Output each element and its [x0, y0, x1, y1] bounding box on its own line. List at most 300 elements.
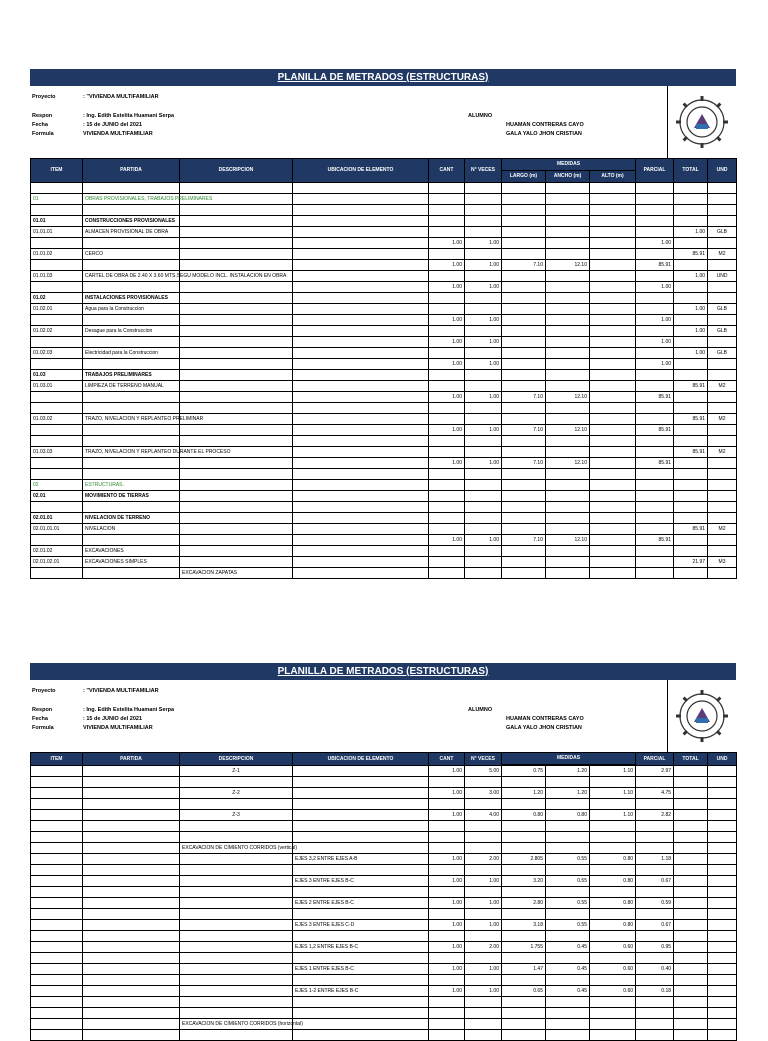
cell-und	[708, 843, 737, 854]
table-row	[31, 502, 737, 513]
cell-veces	[465, 799, 502, 810]
cell-ancho	[546, 931, 590, 942]
cell-parcial	[636, 216, 674, 227]
cell-total	[674, 403, 708, 414]
cell-und	[708, 260, 737, 271]
cell-alto: 0.80	[590, 920, 636, 931]
cell-item	[31, 1030, 83, 1041]
cell-largo	[502, 238, 546, 249]
cell-veces	[465, 513, 502, 524]
cell-ubic	[293, 381, 429, 392]
cell-ancho	[546, 777, 590, 788]
col-und: UND	[708, 159, 737, 183]
cell-total: 85.91	[674, 447, 708, 458]
cell-cant	[429, 887, 465, 898]
cell-veces: 1.00	[465, 315, 502, 326]
cell-largo	[502, 491, 546, 502]
cell-cant	[429, 953, 465, 964]
cell-item	[31, 436, 83, 447]
cell-ancho: 1.20	[546, 766, 590, 777]
cell-largo: 0.75	[502, 766, 546, 777]
cell-partida	[83, 1019, 180, 1030]
cell-parcial	[636, 447, 674, 458]
col-item: ITEM	[31, 753, 83, 766]
cell-desc	[180, 887, 293, 898]
cell-desc	[180, 216, 293, 227]
cell-ancho	[546, 546, 590, 557]
cell-partida: MOVIMIENTO DE TIERRAS	[83, 491, 180, 502]
cell-alto: 1.10	[590, 810, 636, 821]
cell-partida	[83, 337, 180, 348]
table-row	[31, 293, 737, 304]
cell-item: 01	[31, 194, 83, 205]
cell-largo	[502, 975, 546, 986]
cell-largo: 7.10	[502, 458, 546, 469]
cell-und	[708, 1008, 737, 1019]
cell-parcial	[636, 381, 674, 392]
col-parcial: PARCIAL	[636, 753, 674, 766]
cell-parcial	[636, 403, 674, 414]
cell-desc	[180, 260, 293, 271]
cell-item	[31, 887, 83, 898]
cell-alto	[590, 315, 636, 326]
cell-ubic	[293, 810, 429, 821]
cell-und	[708, 854, 737, 865]
cell-largo	[502, 205, 546, 216]
cell-cant	[429, 216, 465, 227]
cell-item	[31, 502, 83, 513]
cell-und	[708, 480, 737, 491]
cell-cant	[429, 304, 465, 315]
cell-ancho: 12.10	[546, 392, 590, 403]
cell-partida	[83, 436, 180, 447]
cell-ubic	[293, 436, 429, 447]
cell-partida	[83, 359, 180, 370]
cell-largo	[502, 326, 546, 337]
cell-veces	[465, 469, 502, 480]
cell-veces	[465, 480, 502, 491]
cell-parcial	[636, 1008, 674, 1019]
cell-veces	[465, 909, 502, 920]
table-row	[31, 1030, 737, 1041]
cell-parcial	[636, 249, 674, 260]
cell-largo	[502, 381, 546, 392]
cell-desc	[180, 799, 293, 810]
cell-ubic	[293, 315, 429, 326]
cell-item: 01.03.03	[31, 447, 83, 458]
metrados-table-2	[30, 752, 737, 1041]
cell-total	[674, 854, 708, 865]
cell-und	[708, 491, 737, 502]
cell-partida: NIVELACION DE TERRENO	[83, 513, 180, 524]
cell-veces: 1.00	[465, 898, 502, 909]
cell-item	[31, 986, 83, 997]
cell-alto	[590, 832, 636, 843]
cell-alto	[590, 370, 636, 381]
cell-desc	[180, 876, 293, 887]
cell-ubic	[293, 557, 429, 568]
cell-ubic	[293, 392, 429, 403]
cell-item	[31, 997, 83, 1008]
cell-ancho	[546, 238, 590, 249]
cell-total	[674, 832, 708, 843]
cell-und	[708, 293, 737, 304]
table-row	[31, 909, 737, 920]
cell-cant	[429, 491, 465, 502]
cell-partida	[83, 1030, 180, 1041]
cell-und	[708, 788, 737, 799]
cell-alto: 0.80	[590, 876, 636, 887]
cell-ancho	[546, 843, 590, 854]
cell-total	[674, 942, 708, 953]
cell-parcial	[636, 480, 674, 491]
cell-veces	[465, 271, 502, 282]
cell-desc	[180, 1008, 293, 1019]
cell-cant	[429, 799, 465, 810]
cell-partida	[83, 832, 180, 843]
cell-veces	[465, 183, 502, 194]
cell-veces: 3.00	[465, 788, 502, 799]
cell-und	[708, 876, 737, 887]
cell-ubic: EJES 3,2 ENTRE EJES A-B	[293, 854, 429, 865]
cell-ubic: EJES 1 ENTRE EJES B-C	[293, 964, 429, 975]
table-row	[31, 315, 737, 326]
cell-parcial: 2.82	[636, 810, 674, 821]
cell-cant: 1.00	[429, 920, 465, 931]
cell-desc	[180, 370, 293, 381]
cell-item	[31, 898, 83, 909]
table-row	[31, 436, 737, 447]
cell-total: 1.00	[674, 271, 708, 282]
cell-ubic	[293, 370, 429, 381]
sheet-title: PLANILLA DE METRADOS (ESTRUCTURAS)	[30, 663, 736, 680]
cell-alto	[590, 1019, 636, 1030]
cell-veces	[465, 557, 502, 568]
cell-item	[31, 799, 83, 810]
cell-parcial	[636, 909, 674, 920]
cell-ubic	[293, 821, 429, 832]
cell-ubic: EJES 1-2 ENTRE EJES B-C	[293, 986, 429, 997]
col-partida: PARTIDA	[83, 159, 180, 183]
cell-desc	[180, 304, 293, 315]
table-row	[31, 821, 737, 832]
cell-desc: EXCAVACION DE CIMIENTO CORRIDOS (vertical)	[180, 843, 293, 854]
cell-item	[31, 260, 83, 271]
cell-alto	[590, 557, 636, 568]
cell-partida	[83, 964, 180, 975]
alumno-label: ALUMNO	[468, 707, 493, 713]
cell-ancho	[546, 997, 590, 1008]
cell-partida: NIVELACION	[83, 524, 180, 535]
sheet-header	[30, 680, 736, 752]
cell-cant	[429, 1008, 465, 1019]
cell-cant	[429, 183, 465, 194]
cell-ancho	[546, 502, 590, 513]
formula-label: Formula	[32, 725, 54, 731]
cell-partida	[83, 392, 180, 403]
cell-item	[31, 766, 83, 777]
cell-item	[31, 821, 83, 832]
cell-ubic	[293, 568, 429, 579]
cell-largo	[502, 799, 546, 810]
table-row	[31, 249, 737, 260]
cell-desc	[180, 931, 293, 942]
cell-ubic	[293, 216, 429, 227]
cell-parcial: 85.91	[636, 458, 674, 469]
cell-parcial: 0.59	[636, 898, 674, 909]
cell-veces	[465, 832, 502, 843]
cell-largo	[502, 953, 546, 964]
cell-desc	[180, 425, 293, 436]
cell-largo	[502, 843, 546, 854]
cell-largo	[502, 282, 546, 293]
col-partida: PARTIDA	[83, 753, 180, 766]
cell-ubic: EJES 3 ENTRE EJES B-C	[293, 876, 429, 887]
cell-partida: CARTEL DE OBRA DE 2.40 X 3.60 MTS.SEGU MODELO INCL. INSTALACION EN OBRA	[83, 271, 180, 282]
cell-veces: 2.00	[465, 942, 502, 953]
cell-largo	[502, 348, 546, 359]
cell-veces: 5.00	[465, 766, 502, 777]
cell-cant	[429, 557, 465, 568]
cell-parcial: 1.00	[636, 337, 674, 348]
cell-cant	[429, 777, 465, 788]
cell-parcial	[636, 799, 674, 810]
cell-veces	[465, 194, 502, 205]
cell-item	[31, 392, 83, 403]
cell-alto	[590, 227, 636, 238]
cell-und	[708, 337, 737, 348]
cell-partida	[83, 953, 180, 964]
table-row	[31, 975, 737, 986]
cell-desc	[180, 909, 293, 920]
respon-value: : Ing. Edith Estelita Huamani Serpa	[83, 113, 175, 119]
cell-ancho	[546, 271, 590, 282]
col-cant: CANT	[429, 753, 465, 766]
cell-alto: 0.80	[590, 898, 636, 909]
cell-cant: 1.00	[429, 260, 465, 271]
cell-cant	[429, 370, 465, 381]
cell-item: 02.01.02	[31, 546, 83, 557]
cell-alto: 0.60	[590, 986, 636, 997]
cell-und: M2	[708, 447, 737, 458]
cell-largo	[502, 513, 546, 524]
table-row	[31, 876, 737, 887]
cell-ubic	[293, 260, 429, 271]
table-row	[31, 865, 737, 876]
cell-total	[674, 205, 708, 216]
cell-und	[708, 425, 737, 436]
cell-alto	[590, 843, 636, 854]
cell-item	[31, 975, 83, 986]
cell-veces	[465, 381, 502, 392]
cell-und	[708, 469, 737, 480]
cell-item: 01.02.01	[31, 304, 83, 315]
cell-cant	[429, 997, 465, 1008]
cell-partida	[83, 821, 180, 832]
cell-veces	[465, 348, 502, 359]
cell-item	[31, 425, 83, 436]
cell-ubic	[293, 766, 429, 777]
cell-veces: 1.00	[465, 986, 502, 997]
cell-total	[674, 898, 708, 909]
cell-item	[31, 359, 83, 370]
cell-partida	[83, 469, 180, 480]
cell-item	[31, 183, 83, 194]
cell-cant: 1.00	[429, 359, 465, 370]
cell-parcial	[636, 227, 674, 238]
cell-partida: INSTALACIONES PROVISIONALES	[83, 293, 180, 304]
cell-und	[708, 502, 737, 513]
cell-veces	[465, 1008, 502, 1019]
cell-desc	[180, 524, 293, 535]
cell-veces: 1.00	[465, 337, 502, 348]
cell-partida: Electricidad para la Construccion	[83, 348, 180, 359]
cell-total	[674, 821, 708, 832]
cell-largo	[502, 931, 546, 942]
cell-ubic: EJES 1,2 ENTRE EJES B-C	[293, 942, 429, 953]
cell-desc	[180, 337, 293, 348]
cell-partida: ESTRUCTURAS.	[83, 480, 180, 491]
table-row	[31, 887, 737, 898]
cell-cant	[429, 326, 465, 337]
cell-parcial: 1.00	[636, 282, 674, 293]
cell-und	[708, 568, 737, 579]
cell-item: 01.01.03	[31, 271, 83, 282]
col-parcial: PARCIAL	[636, 159, 674, 183]
cell-ubic	[293, 293, 429, 304]
cell-desc	[180, 1030, 293, 1041]
cell-ancho	[546, 524, 590, 535]
cell-cant	[429, 865, 465, 876]
cell-item	[31, 810, 83, 821]
cell-alto	[590, 502, 636, 513]
cell-desc	[180, 249, 293, 260]
cell-desc	[180, 986, 293, 997]
cell-und	[708, 909, 737, 920]
cell-parcial	[636, 931, 674, 942]
table-1-body	[31, 183, 737, 579]
cell-item	[31, 337, 83, 348]
cell-alto	[590, 975, 636, 986]
cell-desc: EXCAVACION ZAPATAS	[180, 568, 293, 579]
cell-parcial: 1.00	[636, 359, 674, 370]
table-row	[31, 381, 737, 392]
cell-parcial	[636, 304, 674, 315]
cell-item	[31, 403, 83, 414]
cell-alto	[590, 491, 636, 502]
cell-und	[708, 865, 737, 876]
cell-item: 01.01	[31, 216, 83, 227]
cell-veces	[465, 931, 502, 942]
cell-cant: 1.00	[429, 535, 465, 546]
cell-largo: 2.80	[502, 898, 546, 909]
cell-total	[674, 909, 708, 920]
table-row	[31, 348, 737, 359]
cell-und	[708, 931, 737, 942]
cell-desc	[180, 403, 293, 414]
cell-desc: Z-1	[180, 766, 293, 777]
cell-ubic	[293, 502, 429, 513]
table-row	[31, 216, 737, 227]
cell-largo: 0.65	[502, 986, 546, 997]
cell-desc	[180, 920, 293, 931]
cell-veces	[465, 1030, 502, 1041]
cell-item	[31, 865, 83, 876]
cell-partida	[83, 810, 180, 821]
cell-item: 02	[31, 480, 83, 491]
cell-total	[674, 920, 708, 931]
cell-alto	[590, 403, 636, 414]
cell-cant	[429, 205, 465, 216]
cell-ancho: 12.10	[546, 458, 590, 469]
cell-partida	[83, 865, 180, 876]
cell-total	[674, 799, 708, 810]
cell-desc: EXCAVACION DE CIMIENTO CORRIDOS (horizontal)	[180, 1019, 293, 1030]
table-row	[31, 227, 737, 238]
table-row	[31, 843, 737, 854]
cell-ubic	[293, 194, 429, 205]
col-descripcion: DESCRIPCION	[180, 159, 293, 183]
cell-ancho	[546, 381, 590, 392]
table-row	[31, 568, 737, 579]
cell-total	[674, 788, 708, 799]
cell-largo	[502, 502, 546, 513]
cell-parcial	[636, 491, 674, 502]
cell-alto	[590, 535, 636, 546]
col-largo: LARGO (m)	[502, 171, 546, 183]
cell-parcial	[636, 194, 674, 205]
cell-parcial	[636, 414, 674, 425]
cell-und: GLB	[708, 304, 737, 315]
formula-value: VIVIENDA MULTIFAMILIAR	[83, 725, 153, 731]
cell-total	[674, 293, 708, 304]
cell-desc	[180, 469, 293, 480]
cell-desc	[180, 777, 293, 788]
fecha-value: : 15 de JUNIO del 2021	[83, 122, 142, 128]
cell-partida	[83, 260, 180, 271]
cell-total: 85.91	[674, 414, 708, 425]
proyecto-label: Proyecto	[32, 688, 56, 694]
cell-alto	[590, 1008, 636, 1019]
cell-ancho	[546, 447, 590, 458]
cell-ancho	[546, 315, 590, 326]
cell-item: 02.01.01.01	[31, 524, 83, 535]
cell-und	[708, 887, 737, 898]
cell-item	[31, 777, 83, 788]
cell-item	[31, 920, 83, 931]
cell-alto	[590, 293, 636, 304]
cell-total	[674, 425, 708, 436]
cell-ancho: 12.10	[546, 260, 590, 271]
cell-desc	[180, 436, 293, 447]
cell-parcial	[636, 513, 674, 524]
cell-largo	[502, 304, 546, 315]
cell-und	[708, 436, 737, 447]
cell-alto	[590, 568, 636, 579]
cell-alto	[590, 436, 636, 447]
cell-largo	[502, 271, 546, 282]
cell-ancho	[546, 216, 590, 227]
cell-ancho: 0.55	[546, 920, 590, 931]
cell-partida: OBRAS PROVISIONALES, TRABAJOS PRELIMINARES	[83, 194, 180, 205]
cell-cant	[429, 513, 465, 524]
cell-cant: 1.00	[429, 238, 465, 249]
cell-veces	[465, 821, 502, 832]
table-row	[31, 557, 737, 568]
cell-ancho: 0.55	[546, 876, 590, 887]
cell-cant	[429, 447, 465, 458]
cell-und	[708, 403, 737, 414]
